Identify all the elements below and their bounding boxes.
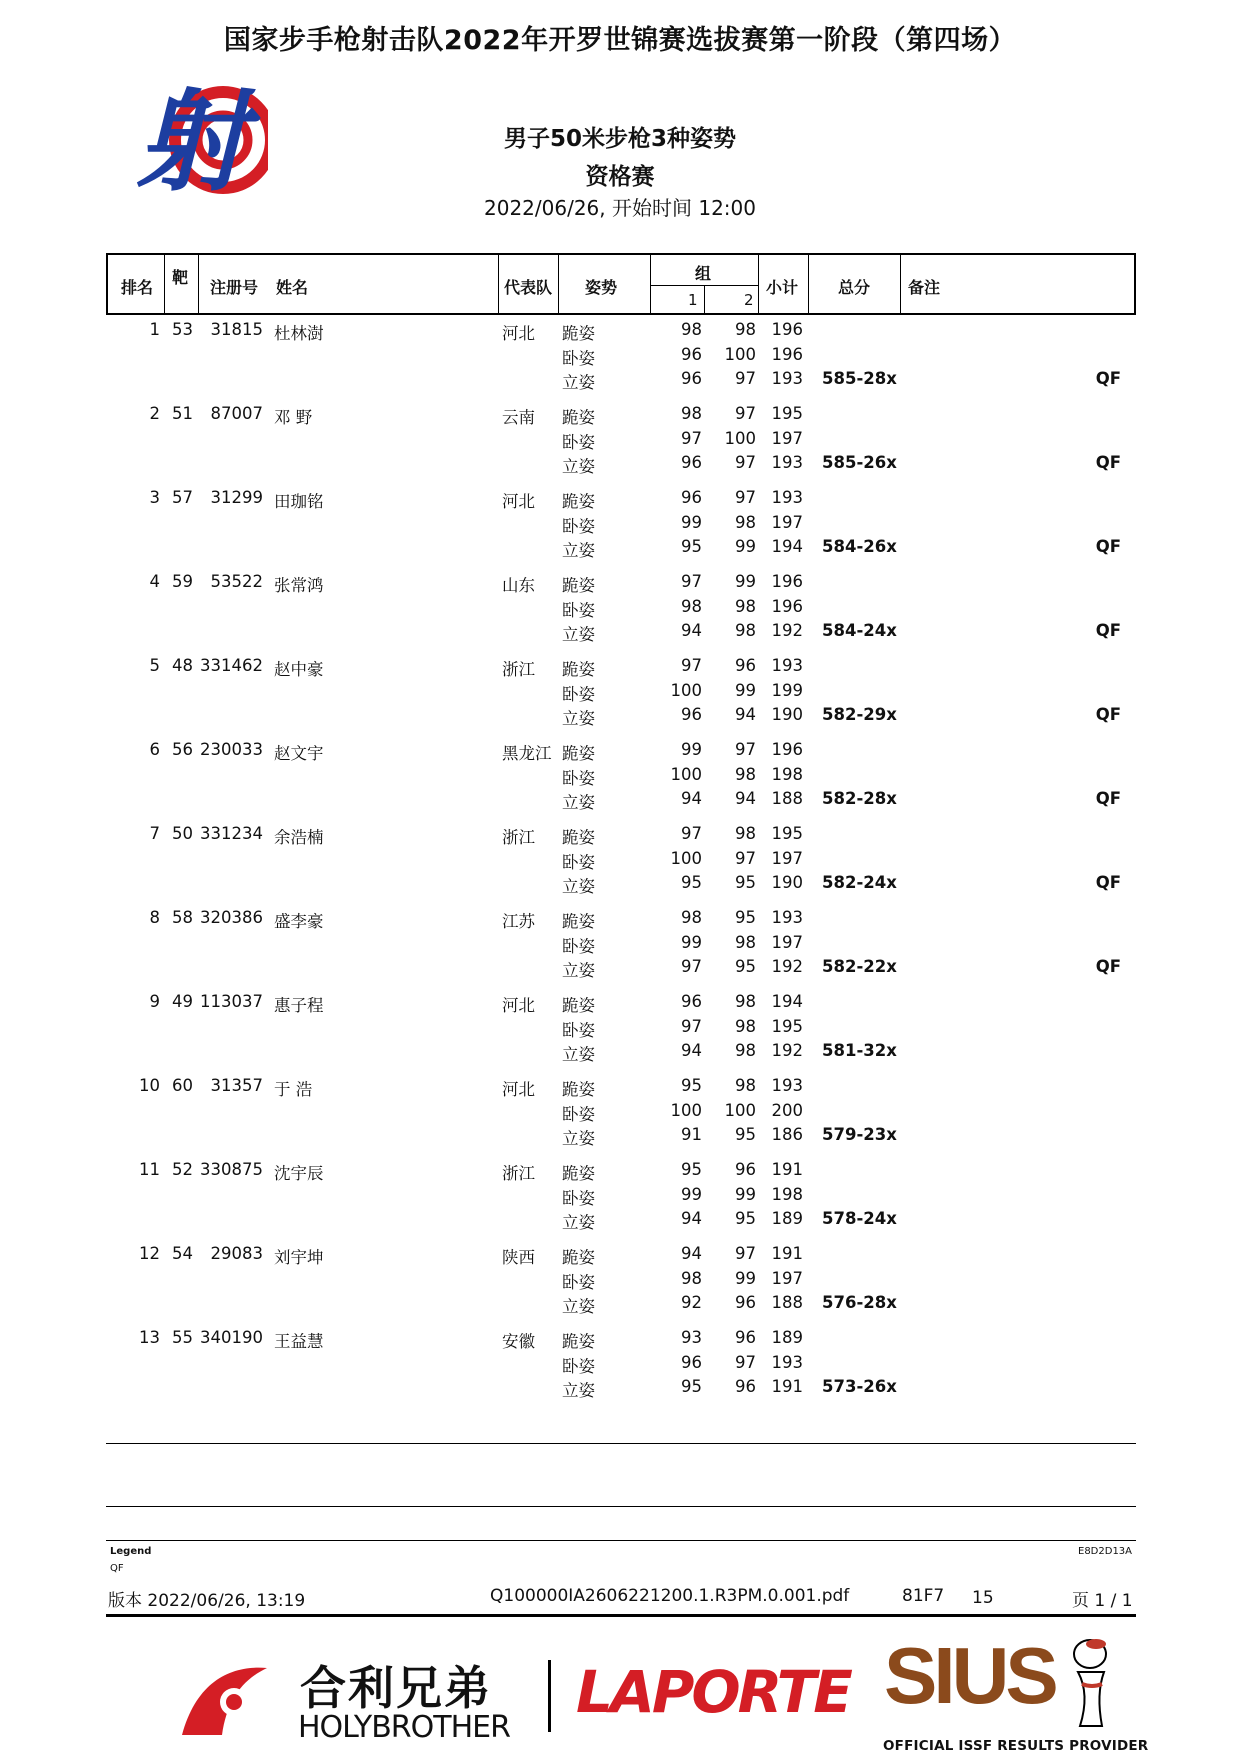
position-label: 跪姿	[562, 744, 595, 763]
athlete-name: 王益慧	[274, 1332, 324, 1351]
team: 浙江	[502, 660, 535, 679]
series-1-score: 95	[681, 1377, 702, 1396]
version-stamp: 版本 2022/06/26, 13:19	[108, 1591, 306, 1611]
position-label: 卧姿	[562, 1188, 595, 1208]
team: 河北	[502, 492, 535, 511]
laporte-logo: LAPORTE	[576, 1658, 850, 1726]
position-label: 立姿	[562, 877, 595, 896]
position-label: 卧姿	[562, 936, 595, 956]
footer-divider	[106, 1614, 1136, 1617]
team: 黑龙江	[502, 744, 552, 763]
series-2-score: 95	[735, 1209, 756, 1228]
rank: 11	[139, 1160, 160, 1179]
qualification-remark: QF	[1095, 873, 1121, 892]
subtotal-score: 190	[771, 705, 803, 724]
athlete-name: 赵中豪	[274, 660, 324, 679]
series-2-score: 96	[735, 1160, 756, 1179]
rank: 6	[149, 740, 160, 759]
subtotal-score: 193	[771, 1352, 803, 1372]
target-number: 58	[172, 908, 193, 927]
results-table-header	[106, 253, 1136, 315]
target-number: 60	[172, 1076, 193, 1095]
team: 云南	[502, 408, 535, 427]
total-score: 584-24x	[822, 621, 897, 640]
subtotal-score: 199	[771, 680, 803, 700]
athlete-name: 惠子程	[274, 996, 324, 1015]
position-label: 跪姿	[562, 408, 595, 427]
pdf-filename: Q100000IA2606221200.1.R3PM.0.001.pdf	[490, 1586, 850, 1606]
series-1-score: 93	[681, 1328, 702, 1347]
subtotal-score: 197	[771, 1268, 803, 1288]
series-1-score: 96	[681, 992, 702, 1011]
series-1-score: 100	[670, 680, 702, 700]
athlete-name: 沈宇辰	[274, 1164, 324, 1183]
stage-title: 资格赛	[585, 164, 655, 190]
series-2-score: 97	[735, 1244, 756, 1263]
subtotal-score: 194	[771, 992, 803, 1011]
registration-number: 87007	[210, 404, 263, 423]
position-label: 卧姿	[562, 432, 595, 452]
team: 陕西	[502, 1248, 535, 1267]
series-1-score: 98	[681, 908, 702, 927]
total-score: 582-29x	[822, 705, 897, 724]
subtotal-score: 197	[771, 848, 803, 868]
series-2-score: 96	[735, 1328, 756, 1347]
series-1-score: 95	[681, 1160, 702, 1179]
subtotal-score: 193	[771, 656, 803, 675]
rank: 4	[149, 572, 160, 591]
series-1-score: 95	[681, 873, 702, 892]
position-label: 立姿	[562, 373, 595, 392]
total-score: 585-28x	[822, 369, 897, 388]
registration-number: 320386	[200, 908, 263, 927]
position-label: 立姿	[562, 457, 595, 476]
qualification-remark: QF	[1095, 369, 1121, 388]
registration-number: 331234	[200, 824, 263, 843]
series-1-score: 96	[681, 369, 702, 388]
series-2-score: 97	[735, 740, 756, 759]
position-label: 跪姿	[562, 912, 595, 931]
position-label: 立姿	[562, 709, 595, 728]
series-2-score: 96	[735, 1293, 756, 1312]
subtotal-score: 193	[771, 1076, 803, 1095]
position-label: 跪姿	[562, 492, 595, 511]
series-1-score: 97	[681, 572, 702, 591]
rank: 3	[149, 488, 160, 507]
series-2-score: 98	[735, 1041, 756, 1060]
position-label: 卧姿	[562, 684, 595, 704]
sius-tagline: OFFICIAL ISSF RESULTS PROVIDER	[883, 1738, 1149, 1754]
series-2-score: 98	[735, 596, 756, 616]
rank: 5	[149, 656, 160, 675]
total-score: 576-28x	[822, 1293, 897, 1312]
series-2-score: 98	[735, 1016, 756, 1036]
athlete-name: 刘宇坤	[274, 1248, 324, 1267]
series-1-score: 98	[681, 320, 702, 339]
series-2-score: 100	[724, 1100, 756, 1120]
rank: 8	[149, 908, 160, 927]
series-1-score: 98	[681, 596, 702, 616]
subtotal-score: 197	[771, 512, 803, 532]
subtotal-score: 192	[771, 621, 803, 640]
series-2-score: 97	[735, 453, 756, 472]
col-group: 组	[695, 264, 712, 283]
athlete-name: 张常鸿	[274, 576, 324, 595]
col-total: 总分	[838, 278, 871, 297]
series-1-score: 97	[681, 1016, 702, 1036]
rank: 2	[149, 404, 160, 423]
series-1-score: 92	[681, 1293, 702, 1312]
total-score: 584-26x	[822, 537, 897, 556]
athlete-name: 赵文宇	[274, 744, 324, 763]
checksum: 81F7	[902, 1586, 945, 1606]
target-number: 51	[172, 404, 193, 423]
series-2-score: 94	[735, 705, 756, 724]
legend-item: QF	[110, 1563, 124, 1574]
position-label: 跪姿	[562, 996, 595, 1015]
position-label: 跪姿	[562, 1080, 595, 1099]
logo-glyph: 射	[136, 77, 246, 205]
subtotal-score: 191	[771, 1160, 803, 1179]
position-label: 立姿	[562, 1213, 595, 1232]
position-label: 卧姿	[562, 768, 595, 788]
sius-logo: SIUS	[884, 1631, 1055, 1720]
series-1-score: 91	[681, 1125, 702, 1144]
registration-number: 113037	[200, 992, 263, 1011]
col-reg-no: 注册号	[210, 278, 259, 297]
total-score: 581-32x	[822, 1041, 897, 1060]
series-1-score: 97	[681, 656, 702, 675]
subtotal-score: 196	[771, 344, 803, 364]
subtotal-score: 191	[771, 1377, 803, 1396]
subtotal-score: 192	[771, 1041, 803, 1060]
sponsor-separator	[548, 1660, 551, 1732]
series-2-score: 95	[735, 957, 756, 976]
holybrother-logo-icon	[172, 1660, 272, 1740]
registration-number: 230033	[200, 740, 263, 759]
subtotal-score: 188	[771, 1293, 803, 1312]
series-1-score: 97	[681, 957, 702, 976]
col-remarks: 备注	[908, 278, 941, 297]
total-score: 579-23x	[822, 1125, 897, 1144]
series-1-score: 96	[681, 488, 702, 507]
team: 浙江	[502, 1164, 535, 1183]
position-label: 立姿	[562, 625, 595, 644]
legend-label: Legend	[110, 1546, 152, 1557]
series-2-score: 98	[735, 764, 756, 784]
series-2-score: 98	[735, 992, 756, 1011]
series-1-score: 94	[681, 1244, 702, 1263]
competition-title: 国家步手枪射击队2022年开罗世锦赛选拔赛第一阶段（第四场）	[223, 25, 1017, 56]
series-1-score: 95	[681, 537, 702, 556]
position-label: 跪姿	[562, 576, 595, 595]
series-2-score: 95	[735, 1125, 756, 1144]
athlete-name: 邓 野	[274, 408, 313, 427]
series-2-score: 98	[735, 512, 756, 532]
series-1-score: 98	[681, 1268, 702, 1288]
rank: 7	[149, 824, 160, 843]
series-2-score: 100	[724, 344, 756, 364]
series-1-score: 99	[681, 740, 702, 759]
holybrother-en: HOLYBROTHER	[298, 1710, 510, 1745]
col-team: 代表队	[504, 278, 553, 297]
series-2-score: 98	[735, 320, 756, 339]
position-label: 卧姿	[562, 1356, 595, 1376]
target-number: 48	[172, 656, 193, 675]
page-number: 页 1 / 1	[1072, 1591, 1133, 1611]
series-1-score: 100	[670, 1100, 702, 1120]
subtotal-score: 197	[771, 932, 803, 952]
subtotal-score: 193	[771, 488, 803, 507]
qualification-remark: QF	[1095, 705, 1121, 724]
subtotal-score: 188	[771, 789, 803, 808]
position-label: 卧姿	[562, 348, 595, 368]
total-score: 582-24x	[822, 873, 897, 892]
series-2-score: 97	[735, 848, 756, 868]
target-number: 52	[172, 1160, 193, 1179]
series-1-score: 97	[681, 824, 702, 843]
series-2-score: 94	[735, 789, 756, 808]
series-2-score: 100	[724, 428, 756, 448]
series-1-score: 100	[670, 764, 702, 784]
position-label: 卧姿	[562, 1020, 595, 1040]
subtotal-score: 189	[771, 1328, 803, 1347]
position-label: 卧姿	[562, 1104, 595, 1124]
series-2-score: 95	[735, 873, 756, 892]
registration-number: 340190	[200, 1328, 263, 1347]
sponsor-bar	[0, 1630, 1240, 1755]
position-label: 卧姿	[562, 852, 595, 872]
series-2-score: 95	[735, 908, 756, 927]
series-1-score: 96	[681, 344, 702, 364]
position-label: 立姿	[562, 1045, 595, 1064]
qualification-remark: QF	[1095, 789, 1121, 808]
subtotal-score: 193	[771, 908, 803, 927]
total-score: 578-24x	[822, 1209, 897, 1228]
rank: 9	[149, 992, 160, 1011]
total-score: 585-26x	[822, 453, 897, 472]
subtotal-score: 192	[771, 957, 803, 976]
athlete-name: 田珈铭	[274, 492, 324, 511]
position-label: 立姿	[562, 1129, 595, 1148]
registration-number: 29083	[210, 1244, 263, 1263]
subtotal-score: 195	[771, 1016, 803, 1036]
qualification-remark: QF	[1095, 453, 1121, 472]
team: 山东	[502, 576, 535, 595]
target-number: 49	[172, 992, 193, 1011]
divider	[106, 1506, 1136, 1507]
start-datetime: 2022/06/26, 开始时间 12:00	[484, 196, 756, 220]
series-1-score: 94	[681, 621, 702, 640]
registration-number: 53522	[210, 572, 263, 591]
team: 安徽	[502, 1332, 535, 1351]
series-1-score: 99	[681, 512, 702, 532]
series-1-score: 94	[681, 1209, 702, 1228]
rank: 12	[139, 1244, 160, 1263]
team: 河北	[502, 324, 535, 343]
series-2-score: 97	[735, 1352, 756, 1372]
document-code: E8D2D13A	[1078, 1546, 1133, 1557]
registration-number: 331462	[200, 656, 263, 675]
total-score: 582-28x	[822, 789, 897, 808]
target-number: 56	[172, 740, 193, 759]
position-label: 立姿	[562, 1297, 595, 1316]
team: 江苏	[502, 912, 535, 931]
subtotal-score: 198	[771, 764, 803, 784]
series-2-score: 96	[735, 656, 756, 675]
subtotal-score: 193	[771, 369, 803, 388]
subtotal-score: 195	[771, 824, 803, 843]
report-number: 15	[972, 1588, 994, 1608]
col-rank: 排名	[121, 278, 154, 297]
position-label: 跪姿	[562, 660, 595, 679]
position-label: 跪姿	[562, 1332, 595, 1351]
series-1-score: 98	[681, 404, 702, 423]
subtotal-score: 197	[771, 428, 803, 448]
position-label: 立姿	[562, 961, 595, 980]
team: 浙江	[502, 828, 535, 847]
series-1-score: 96	[681, 453, 702, 472]
divider	[106, 1443, 1136, 1444]
series-2-score: 97	[735, 369, 756, 388]
col-series-1: 1	[688, 291, 698, 309]
target-number: 59	[172, 572, 193, 591]
registration-number: 31299	[210, 488, 263, 507]
position-label: 卧姿	[562, 600, 595, 620]
registration-number: 31815	[210, 320, 263, 339]
rank: 10	[139, 1076, 160, 1095]
subtotal-score: 195	[771, 404, 803, 423]
subtotal-score: 198	[771, 1184, 803, 1204]
sius-mascot-icon	[1060, 1634, 1120, 1734]
series-1-score: 95	[681, 1076, 702, 1095]
series-2-score: 97	[735, 488, 756, 507]
position-label: 卧姿	[562, 1272, 595, 1292]
series-2-score: 99	[735, 680, 756, 700]
series-2-score: 96	[735, 1377, 756, 1396]
series-2-score: 98	[735, 1076, 756, 1095]
subtotal-score: 196	[771, 596, 803, 616]
series-1-score: 99	[681, 1184, 702, 1204]
subtotal-score: 196	[771, 320, 803, 339]
rank: 1	[149, 320, 160, 339]
series-2-score: 97	[735, 404, 756, 423]
series-2-score: 99	[735, 1184, 756, 1204]
subtotal-score: 191	[771, 1244, 803, 1263]
subtotal-score: 196	[771, 740, 803, 759]
series-1-score: 94	[681, 1041, 702, 1060]
series-2-score: 99	[735, 1268, 756, 1288]
subtotal-score: 189	[771, 1209, 803, 1228]
position-label: 跪姿	[562, 324, 595, 343]
rank: 13	[139, 1328, 160, 1347]
event-title: 男子50米步枪3种姿势	[503, 126, 736, 152]
subtotal-score: 193	[771, 453, 803, 472]
series-1-score: 97	[681, 428, 702, 448]
target-number: 50	[172, 824, 193, 843]
position-label: 跪姿	[562, 1248, 595, 1267]
athlete-name: 盛李豪	[274, 912, 324, 931]
qualification-remark: QF	[1095, 621, 1121, 640]
team: 河北	[502, 996, 535, 1015]
col-subtotal: 小计	[766, 278, 799, 297]
target-number: 54	[172, 1244, 193, 1263]
series-1-score: 96	[681, 1352, 702, 1372]
athlete-name: 余浩楠	[274, 828, 324, 847]
position-label: 跪姿	[562, 1164, 595, 1183]
subtotal-score: 186	[771, 1125, 803, 1144]
subtotal-score: 190	[771, 873, 803, 892]
target-number: 53	[172, 320, 193, 339]
qualification-remark: QF	[1095, 537, 1121, 556]
target-number: 55	[172, 1328, 193, 1347]
registration-number: 330875	[200, 1160, 263, 1179]
series-1-score: 99	[681, 932, 702, 952]
subtotal-score: 200	[771, 1100, 803, 1120]
divider	[106, 1540, 1136, 1541]
series-1-score: 94	[681, 789, 702, 808]
position-label: 卧姿	[562, 516, 595, 536]
target-number: 57	[172, 488, 193, 507]
subtotal-score: 196	[771, 572, 803, 591]
total-score: 573-26x	[822, 1377, 897, 1396]
position-label: 跪姿	[562, 828, 595, 847]
athlete-name: 杜林澍	[274, 324, 324, 343]
position-label: 立姿	[562, 793, 595, 812]
position-label: 立姿	[562, 1381, 595, 1400]
series-1-score: 100	[670, 848, 702, 868]
team: 河北	[502, 1080, 535, 1099]
col-target: 靶	[172, 268, 189, 287]
series-2-score: 98	[735, 824, 756, 843]
qualification-remark: QF	[1095, 957, 1121, 976]
total-score: 582-22x	[822, 957, 897, 976]
series-2-score: 99	[735, 537, 756, 556]
col-series-2: 2	[744, 291, 754, 309]
col-name: 姓名	[276, 278, 309, 297]
holybrother-cn: 合利兄弟	[300, 1661, 492, 1715]
series-2-score: 98	[735, 932, 756, 952]
registration-number: 31357	[210, 1076, 263, 1095]
series-2-score: 98	[735, 621, 756, 640]
col-position: 姿势	[585, 278, 618, 297]
series-2-score: 99	[735, 572, 756, 591]
athlete-name: 于 浩	[274, 1080, 313, 1099]
position-label: 立姿	[562, 541, 595, 560]
subtotal-score: 194	[771, 537, 803, 556]
series-1-score: 96	[681, 705, 702, 724]
